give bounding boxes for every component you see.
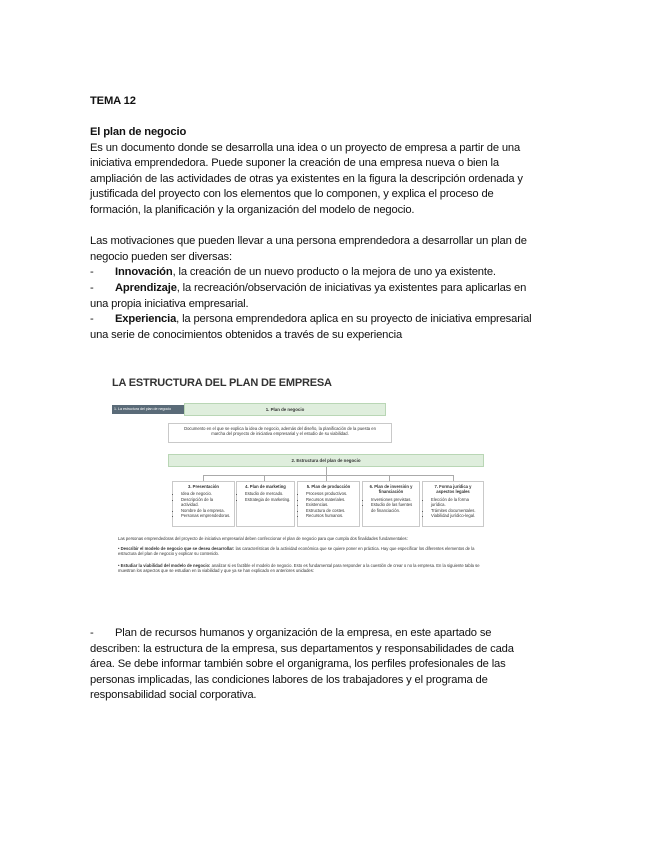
hr-line: personas implicadas, las condiciones labores de los trabajadores y el programa de bbox=[90, 673, 488, 686]
intro-line: iniciativa emprendedora. Puede suponer la creación de una empresa nueva o bien la bbox=[90, 157, 499, 170]
plan-negocio-description: Documento en el que se explica la idea de negocio, además del diseño, la planificación de la puesta en marcha del proyecto de iniciativa empresarial y el estudio de su viabilidad. bbox=[168, 423, 392, 443]
figure-point: • Estudiar la viabilidad del modelo de negocio: analizar si es factible el modelo de negocio. Esto es fundamental para responder a la cuestión de crear o no la empresa. En la siguiente tabla se muestran los aspectos que se estudian en la viabilidad y que ya se han explicado en anteriores unidades: bbox=[118, 563, 480, 574]
intro-line: Es un documento donde se desarrolla una idea o un proyecto de empresa a partir de una bbox=[90, 141, 521, 154]
column-produccion: 5. Plan de producción • Procesos productivos. • Recursos materiales. • Existencias. • Estructura de costes. • Recursos humanos. bbox=[297, 481, 360, 527]
motivations-intro-line: negocio pueden ser diversas: bbox=[90, 250, 232, 263]
figure-title: LA ESTRUCTURA DEL PLAN DE EMPRESA bbox=[112, 377, 332, 389]
motivation-item-continuation: una propia iniciativa empresarial. bbox=[90, 297, 249, 310]
intro-line: ampliación de las actividades de otras ya existentes en la figura la descripción ordenada y bbox=[90, 172, 523, 185]
hr-line: describen: la estructura de la empresa, sus departamentos y responsabilidades de cada bbox=[90, 642, 514, 655]
motivation-item: - Experiencia, la persona emprendedora aplica en su proyecto de iniciativa empresarial bbox=[90, 313, 532, 326]
hr-line: área. Se debe informar también sobre el organigrama, los perfiles profesionales de las bbox=[90, 658, 506, 671]
motivation-item: - Aprendizaje, la recreación/observación de iniciativas ya existentes para aplicarlas en bbox=[90, 281, 527, 294]
intro-line: formación, la planificación y la organización del modelo de negocio. bbox=[90, 203, 415, 216]
structure-box-title: 2. Estructura del plan de negocio bbox=[168, 454, 484, 467]
plan-negocio-box-title: 1. Plan de negocio bbox=[184, 403, 386, 416]
hr-line: responsabilidad social corporativa. bbox=[90, 689, 257, 702]
connector bbox=[326, 467, 327, 475]
intro-line: justificada del proyecto con los elementos que lo componen, y explica el proceso de bbox=[90, 188, 494, 201]
motivations-intro-line: Las motivaciones que pueden llevar a una persona emprendedora a desarrollar un plan de bbox=[90, 235, 527, 248]
figure-point: • Describir el modelo de negocio que se desea desarrollar: las características de la actividad económica que se quiere poner en práctica. Hay que especificar los diferentes elementos de la estructura del plan de negocio y explicar su contenido. bbox=[118, 546, 475, 557]
plan-structure-figure bbox=[112, 377, 490, 581]
hr-line: - Plan de recursos humanos y organización de la empresa, en este apartado se bbox=[90, 627, 492, 639]
column-marketing: 4. Plan de marketing • Estudio de mercado. • Estrategia de marketing. bbox=[236, 481, 295, 527]
section-title: El plan de negocio bbox=[90, 126, 187, 138]
motivation-item-continuation: una serie de conocimientos obtenidos a través de su experiencia bbox=[90, 328, 403, 341]
plan-intro-block bbox=[90, 125, 570, 343]
column-presentacion: 3. Presentación • Idea de negocio. • Descripción de la actividad. • Nombre de la empresa. • Personas emprendedoras. bbox=[172, 481, 235, 527]
motivation-item: - Innovación, la creación de un nuevo producto o la mejora de uno ya existente. bbox=[90, 266, 496, 279]
hr-section bbox=[90, 626, 570, 704]
figure-tag: 1. La estructura del plan de negocio bbox=[112, 405, 184, 414]
column-forma-juridica: 7. Forma jurídica y aspectos legales • Elección de la forma jurídica. • Trámites documentales. • Viabilidad jurídico-legal. bbox=[422, 481, 484, 527]
topic-heading: TEMA 12 bbox=[90, 95, 136, 107]
column-inversion: 6. Plan de inversión y financiación • Inversiones previstas. • Estudio de las fuentes de financiación. bbox=[362, 481, 420, 527]
connector bbox=[203, 475, 453, 476]
figure-paragraph: Las personas emprendedoras del proyecto de iniciativa empresarial deben confeccionar el plan de negocio para que cumpla dos finalidades fundamentales: bbox=[118, 536, 408, 541]
